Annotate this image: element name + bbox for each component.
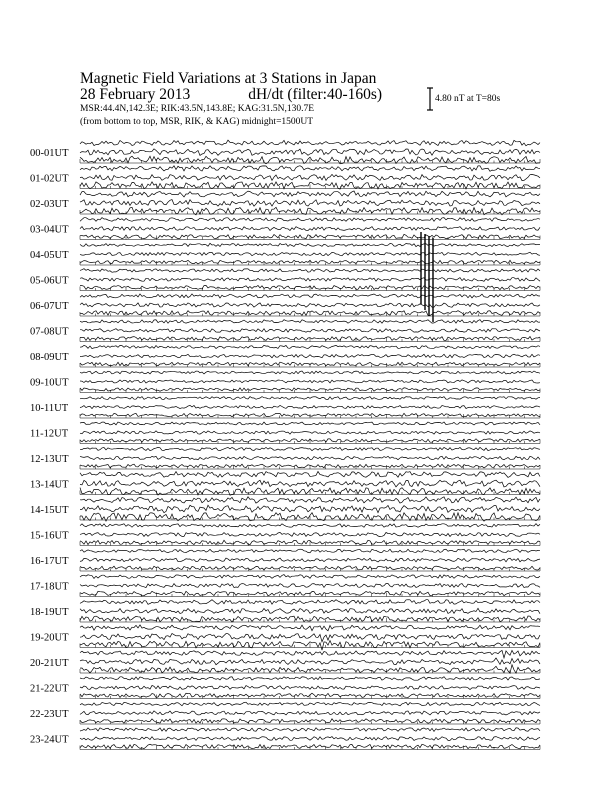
trace-RIK	[80, 584, 540, 588]
trace-MSR	[80, 625, 540, 631]
hour-panel-05-06UT	[30, 269, 540, 291]
hour-panel-20-21UT	[30, 650, 540, 673]
hour-label: 13-14UT	[30, 479, 69, 491]
hour-label: 23-24UT	[30, 734, 69, 746]
hour-label: 21-22UT	[30, 683, 69, 695]
hour-panel-09-10UT	[30, 371, 540, 393]
hour-panel-18-19UT	[30, 600, 540, 622]
trace-MSR	[80, 269, 540, 273]
trace-MSR	[80, 371, 540, 374]
trace-MSR	[80, 140, 540, 146]
hour-panel-01-02UT	[30, 166, 540, 189]
hour-label: 03-04UT	[30, 224, 69, 236]
hour-panel-08-09UT	[30, 345, 540, 367]
trace-RIK	[80, 532, 540, 536]
trace-order-note: (from bottom to top, MSR, RIK, & KAG) midnight=1500UT	[80, 117, 314, 127]
hour-panel-16-17UT	[30, 549, 540, 571]
hour-label: 20-21UT	[30, 658, 69, 669]
trace-MSR	[80, 702, 540, 706]
hour-panel-00-01UT	[30, 140, 540, 164]
hour-panels	[30, 140, 540, 749]
trace-MSR	[80, 320, 540, 324]
trace-MSR	[80, 345, 540, 348]
hour-label: 10-11UT	[30, 403, 69, 414]
chart-title: Magnetic Field Variations at 3 Stations in Japan	[80, 70, 377, 87]
hour-panel-12-13UT	[30, 447, 540, 469]
trace-MSR	[80, 600, 540, 605]
hour-label: 17-18UT	[30, 581, 69, 593]
trace-RIK	[80, 737, 540, 741]
hour-label: 11-12UT	[30, 428, 69, 440]
trace-MSR	[80, 549, 540, 553]
trace-RIK	[80, 686, 540, 690]
trace-RIK	[80, 174, 540, 180]
trace-RIK	[80, 227, 540, 231]
hour-label: 04-05UT	[30, 250, 69, 261]
hour-label: 19-20UT	[30, 632, 69, 644]
hour-panel-13-14UT	[30, 472, 540, 496]
hour-label: 16-17UT	[30, 556, 69, 567]
trace-RIK	[80, 278, 540, 282]
trace-RIK	[80, 456, 540, 459]
trace-RIK	[80, 149, 540, 156]
trace-RIK	[80, 405, 540, 408]
hour-panel-23-24UT	[30, 728, 540, 750]
trace-RIK	[80, 505, 540, 513]
hour-panel-11-12UT	[30, 422, 540, 444]
hour-panel-04-05UT	[30, 243, 540, 265]
trace-MSR	[80, 497, 540, 503]
trace-MSR	[80, 243, 540, 246]
trace-RIK	[80, 711, 540, 715]
trace-RIK	[80, 480, 540, 487]
hour-panel-02-03UT	[30, 191, 540, 215]
hour-panel-03-04UT	[30, 218, 540, 240]
trace-MSR	[80, 677, 540, 681]
trace-MSR	[80, 218, 540, 222]
hour-label: 09-10UT	[30, 377, 69, 389]
trace-MSR	[80, 294, 540, 298]
hour-label: 12-13UT	[30, 454, 69, 465]
trace-MSR	[80, 422, 540, 425]
hour-label: 15-16UT	[30, 530, 69, 542]
trace-MSR	[80, 191, 540, 197]
trace-RIK	[80, 329, 540, 333]
chart-quantity: dH/dt (filter:40-160s)	[248, 86, 383, 103]
chart-date: 28 February 2013	[80, 86, 191, 103]
hour-panel-10-11UT	[30, 397, 540, 418]
hour-label: 08-09UT	[30, 352, 69, 363]
trace-RIK	[80, 634, 540, 642]
trace-RIK	[80, 658, 540, 665]
trace-RIK	[80, 380, 540, 383]
hour-label: 14-15UT	[30, 505, 69, 516]
trace-MSR	[80, 650, 540, 658]
trace-RIK	[80, 431, 540, 434]
hour-label: 05-06UT	[30, 275, 69, 287]
hour-panel-19-20UT	[30, 625, 540, 650]
hour-panel-22-23UT	[30, 702, 540, 724]
trace-RIK	[80, 303, 540, 307]
hour-panel-21-22UT	[30, 677, 540, 699]
trace-MSR	[80, 166, 540, 172]
hour-label: 02-03UT	[30, 199, 69, 210]
trace-MSR	[80, 397, 540, 400]
trace-RIK	[80, 200, 540, 207]
trace-MSR	[80, 575, 540, 579]
hour-label: 06-07UT	[30, 301, 69, 312]
trace-MSR	[80, 524, 540, 528]
hour-label: 22-23UT	[30, 709, 69, 720]
trace-RIK	[80, 252, 540, 255]
hour-label: 01-02UT	[30, 173, 69, 185]
trace-MSR	[80, 472, 540, 478]
hour-label: 18-19UT	[30, 607, 69, 618]
hour-panel-15-16UT	[30, 524, 540, 546]
hour-label: 00-01UT	[30, 148, 69, 159]
trace-MSR	[80, 447, 540, 450]
hour-panel-14-15UT	[30, 497, 540, 521]
trace-RIK	[80, 608, 540, 613]
hour-panel-17-18UT	[30, 575, 540, 597]
scale-bar-label: 4.80 nT at T=80s	[435, 94, 501, 104]
hour-panel-06-07UT	[30, 294, 540, 316]
trace-RIK	[80, 558, 540, 562]
trace-MSR	[80, 728, 540, 732]
trace-RIK	[80, 354, 540, 358]
station-coordinates: MSR:44.4N,142.3E; RIK:43.5N,143.8E; KAG:31.5N,130.7E	[80, 104, 315, 114]
hour-label: 07-08UT	[30, 326, 69, 338]
hour-panel-07-08UT	[30, 320, 540, 342]
